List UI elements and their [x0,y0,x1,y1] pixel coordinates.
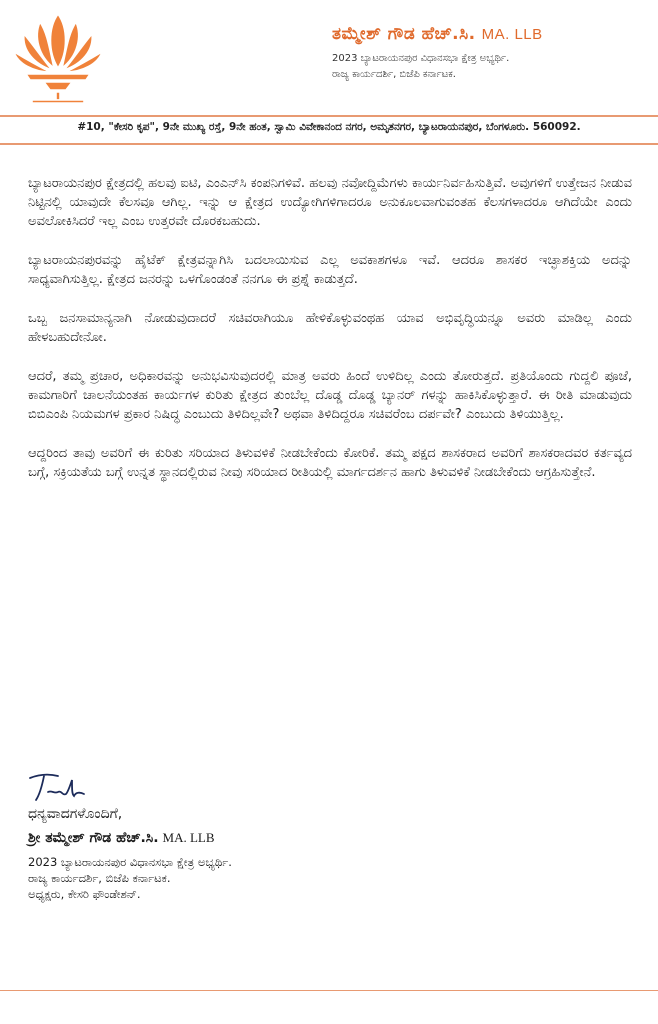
paragraph: ಒಬ್ಬ ಜನಸಾಮಾನ್ಯನಾಗಿ ನೋಡುವುದಾದರೆ ಸಚಿವರಾಗಿಯೂ ಹೇಳಿಕೊಳ್ಳುವಂಥಹ ಯಾವ ಅಭಿವೃದ್ಧಿಯನ್ನೂ ಅವರು ಮಾಡಿಲ್ಲ ಎಂದು ಹೇಳಬಹುದೇನೋ. [28,311,632,345]
closing-line-3: ಅಧ್ಯಕ್ಷರು, ಕೇಸರಿ ಫೌಂಡೇಶನ್. [28,887,141,901]
closing-line-1: 2023 ಬ್ಯಾಟರಾಯನಪುರ ವಿಧಾನಸಭಾ ಕ್ಷೇತ್ರ ಅಭ್ಯರ್ಥಿ. [28,855,232,869]
letter-body [28,174,632,502]
header-line-2: ರಾಜ್ಯ ಕಾರ್ಯದರ್ಶಿ, ಬಿಜೆಪಿ ಕರ್ನಾಟಕ. [332,69,456,80]
paragraph: ಆದ್ದರಿಂದ ತಾವು ಅವರಿಗೆ ಈ ಕುರಿತು ಸರಿಯಾದ ತಿಳುವಳಿಕೆ ನೀಡಬೇಕೆಂದು ಕೋರಿಕೆ. ತಮ್ಮ ಪಕ್ಷದ ಶಾಸಕರಾದ ಅವರಿಗೆ ಶಾಸಕರಾದವರ ಕರ್ತವ್ಯದ ಬಗ್ಗೆ, ಸಕ್ರಿಯತೆಯ ಬಗ್ಗೆ ಉನ್ನತ ಸ್ಥಾನದಲ್ಲಿರುವ ನೀವು ಸರಿಯಾದ ರೀತಿಯಲ್ಲಿ ಮಾರ್ಗದರ್ಶನ ಹಾಗು ತಿಳುವಳಿಕೆ ನೀಡಬೇಕೆಂದು ಆಗ್ರಹಿಸುತ್ತೇನೆ. [28,446,632,480]
closing-name [28,828,232,848]
closing-degree: MA. LLB [162,830,215,845]
address-line: #10, "ಕೇಸರಿ ಕೃಪ", 9ನೇ ಮುಖ್ಯ ರಸ್ತೆ, 9ನೇ ಹಂತ, ಸ್ವಾಮಿ ವಿವೇಕಾನಂದ ನಗರ, ಅಮೃತನಗರ, ಬ್ಯಾಟರಾಯನಪುರ, ಬೆಂಗಳೂರು. 560092. [77,121,581,133]
header-degree: MA. LLB [481,26,543,43]
paragraph: ಬ್ಯಾಟರಾಯನಪುರ ಕ್ಷೇತ್ರದಲ್ಲಿ ಹಲವು ಐಟಿ, ಎಂಎನ್‌ಸಿ ಕಂಪನಿಗಳಿವೆ. ಹಲವು ನವೋದ್ದಿಮೆಗಳು ಕಾರ್ಯನಿರ್ವಹಿಸುತ್ತಿವೆ. ಅವುಗಳಿಗೆ ಉತ್ತೇಜನ ನೀಡುವ ನಿಟ್ಟಿನಲ್ಲಿ ಯಾವುದೇ ಕೆಲಸವೂ ಆಗಿಲ್ಲ. ಇನ್ನು ಆ ಕ್ಷೇತ್ರದ ಉದ್ಯೋಗಿಗಳಿಗಾದರೂ ಅನುಕೂಲವಾಗುವಂತಹ ಕೆಲಸಗಳಾದರೂ ಆಗಿದೆಯೇ ಎಂದು ಅವಲೋಕಿಸಿದರೆ ಇಲ್ಲ ಎಂಬ ಉತ್ತರವೇ ದೊರಕಬಹುದು. [28,176,632,229]
header-name [332,24,632,44]
paragraph: ಆದರೆ, ತಮ್ಮ ಪ್ರಚಾರ, ಅಧಿಕಾರವನ್ನು ಅನುಭವಿಸುವುದರಲ್ಲಿ ಮಾತ್ರ ಅವರು ಹಿಂದೆ ಉಳಿದಿಲ್ಲ ಎಂದು ತೋರುತ್ತದೆ. ಪ್ರತಿಯೊಂದು ಗುದ್ದಲಿ ಪೂಜೆ, ಕಾಮಗಾರಿಗೆ ಚಾಲನೆಯಂತಹ ಕಾರ್ಯಗಳ ಕುರಿತು ಕ್ಷೇತ್ರದ ತುಂಬೆಲ್ಲ ದೊಡ್ಡ ದೊಡ್ಡ ಬ್ಯಾನರ್ ಗಳನ್ನು ಹಾಕಿಸಿಕೊಳ್ಳುತ್ತಾರೆ. ಈ ರೀತಿ ಮಾಡುವುದು ಬಿಬಿಎಂಪಿ ನಿಯಮಗಳ ಪ್ರಕಾರ ನಿಷಿದ್ಧ ಎಂಬುದು ತಿಳಿದಿಲ್ಲವೇ? ಅಥವಾ ತಿಳಿದಿದ್ದರೂ ಸಚಿವರೆಂಬ ದರ್ಪವೇ? ಎಂಬುದು ತಿಳಿಯುತ್ತಿಲ್ಲ. [28,369,632,422]
header-line-1: 2023 ಬ್ಯಾಟರಾಯನಪುರ ವಿಧಾನಸಭಾ ಕ್ಷೇತ್ರ ಅಭ್ಯರ್ಥಿ. [332,53,510,64]
letterhead-header [332,24,632,82]
closing-name-text: ಶ್ರೀ ತಮ್ಮೇಶ್ ಗೌಡ ಹೆಚ್.ಸಿ. [28,830,159,846]
header-top-rule [0,115,658,117]
paragraph: ಬ್ಯಾಟರಾಯನಪುರವನ್ನು ಹೈಟೆಕ್ ಕ್ಷೇತ್ರವನ್ನಾಗಿಸಿ ಬದಲಾಯಿಸುವ ಎಲ್ಲ ಅವಕಾಶಗಳೂ ಇವೆ. ಆದರೂ ಶಾಸಕರ ಇಚ್ಛಾಶಕ್ತಿಯ ಅದನ್ನು ಸಾಧ್ಯವಾಗಿಸುತ್ತಿಲ್ಲ. ಕ್ಷೇತ್ರದ ಜನರನ್ನು ಒಳಗೊಂಡಂತೆ ನನಗೂ ಈ ಪ್ರಶ್ನೆ ಕಾಡುತ್ತದೆ. [28,253,632,287]
signature [28,770,108,810]
lotus-logo-icon [10,8,106,104]
closing-line-2: ರಾಜ್ಯ ಕಾರ್ಯದರ್ಶಿ, ಬಿಜೆಪಿ ಕರ್ನಾಟಕ. [28,871,171,885]
closing-block [28,805,232,902]
footer-rule [0,990,658,991]
header-name-text: ತಮ್ಮೇಶ್ ಗೌಡ ಹೆಚ್.ಸಿ. [332,24,476,44]
closing-thanks: ಧನ್ಯವಾದಗಳೊಂದಿಗೆ, [28,806,123,822]
header-bottom-rule [0,143,658,145]
